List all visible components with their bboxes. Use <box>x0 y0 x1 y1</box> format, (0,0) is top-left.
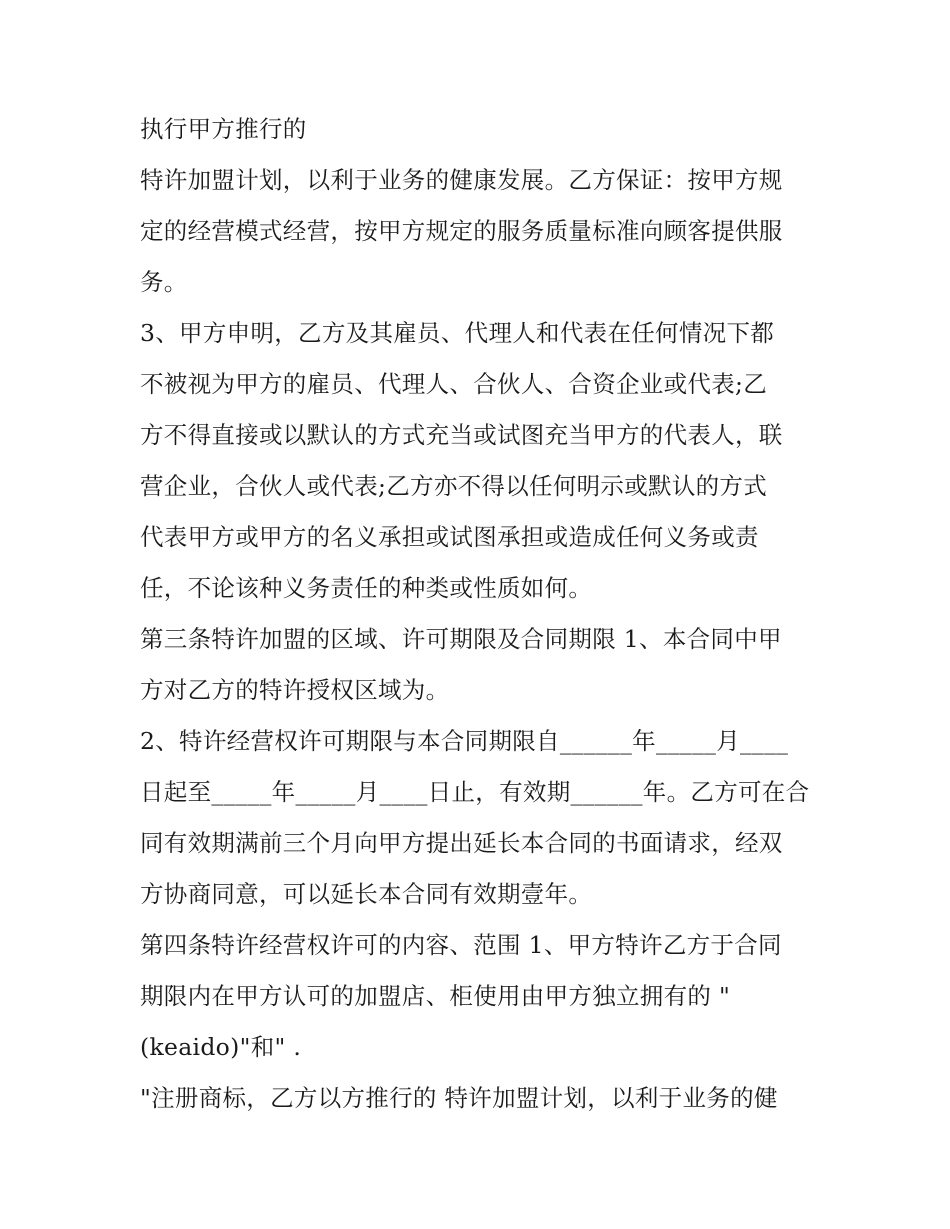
text-line: 方协商同意，可以延长本合同有效期壹年。 <box>140 880 593 908</box>
document-body <box>140 104 820 1124</box>
text-line: 方对乙方的特许授权区域为。 <box>140 676 450 704</box>
text-line: 3、甲方申明，乙方及其雇员、代理人和代表在任何情况下都 <box>140 319 775 347</box>
text-line: 同有效期满前三个月向甲方提出延长本合同的书面请求，经双 <box>140 829 783 857</box>
text-line: "注册商标，乙方以方推行的 特许加盟计划，以利于业务的健 <box>140 1084 778 1112</box>
text-line: 不被视为甲方的雇员、代理人、合伙人、合资企业或代表;乙 <box>140 370 768 398</box>
text-line: 方不得直接或以默认的方式充当或试图充当甲方的代表人，联 <box>140 421 783 449</box>
text-line: 日起至_____年_____月____日止，有效期______年。乙方可在合 <box>140 778 810 806</box>
text-line: (keaido)"和" . <box>140 1033 302 1061</box>
text-line: 执行甲方推行的 <box>140 115 307 143</box>
text-line: 营企业，合伙人或代表;乙方亦不得以任何明示或默认的方式 <box>140 472 768 500</box>
text-line: 定的经营模式经营，按甲方规定的服务质量标准向顾客提供服 <box>140 217 783 245</box>
text-line: 期限内在甲方认可的加盟店、柜使用由甲方独立拥有的 " <box>140 982 731 1010</box>
text-line: 代表甲方或甲方的名义承担或试图承担或造成任何义务或责 <box>140 523 759 551</box>
text-line: 2、特许经营权许可期限与本合同期限自______年_____月____ <box>140 727 789 755</box>
text-line: 第四条特许经营权许可的内容、范围 1、甲方特许乙方于合同 <box>140 931 782 959</box>
text-line: 第三条特许加盟的区域、许可期限及合同期限 1、本合同中甲 <box>140 625 782 653</box>
text-line: 务。 <box>140 268 188 296</box>
text-line: 特许加盟计划，以利于业务的健康发展。乙方保证：按甲方规 <box>140 166 783 194</box>
text-line: 任，不论该种义务责任的种类或性质如何。 <box>140 574 593 602</box>
